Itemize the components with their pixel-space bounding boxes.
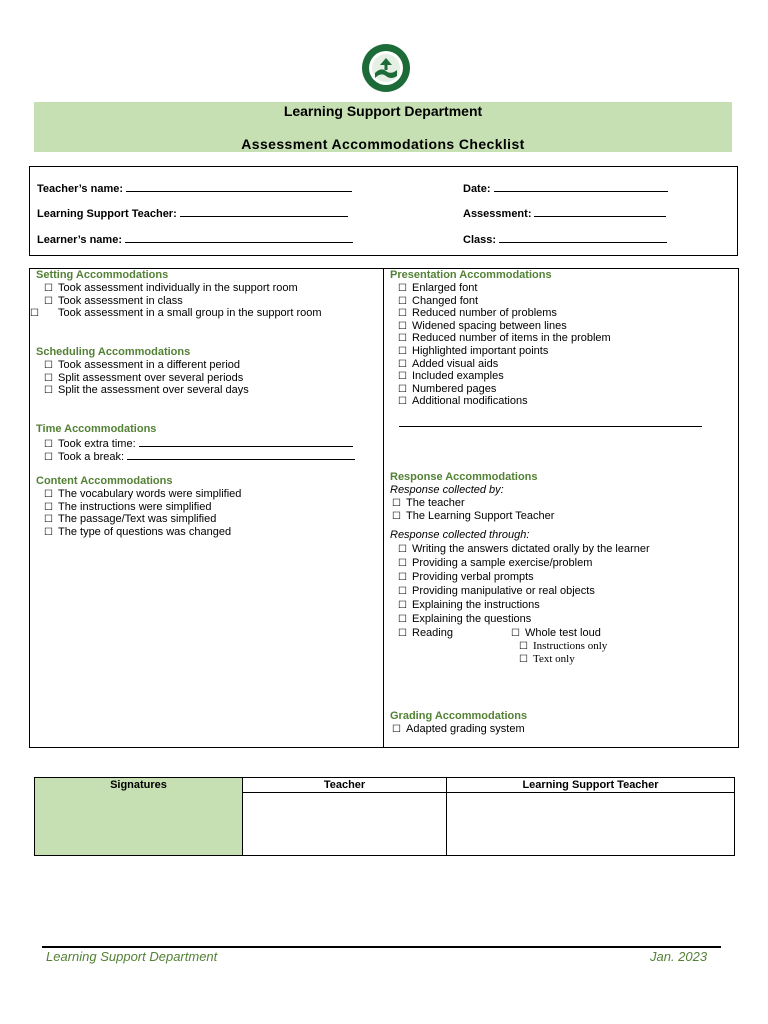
- setting-item[interactable]: ☐ Took assessment in class: [44, 294, 183, 307]
- checkbox[interactable]: ☐: [398, 628, 407, 640]
- scheduling-item[interactable]: ☐ Split assessment over several periods: [44, 371, 244, 384]
- checkbox[interactable]: ☐: [511, 628, 520, 640]
- collected-through-label: Response collected through:: [390, 529, 530, 542]
- collected-through-item[interactable]: ☐ Providing verbal prompts: [398, 571, 534, 584]
- setting-title: Setting Accommodations: [36, 269, 169, 281]
- checkbox[interactable]: ☐: [398, 358, 407, 370]
- footer-rule: [42, 946, 721, 948]
- checkbox[interactable]: ☐: [519, 654, 528, 666]
- signatures-label: Signatures: [110, 779, 167, 791]
- collected-by-item[interactable]: ☐ The Learning Support Teacher: [392, 509, 555, 522]
- teacher-signature-field[interactable]: [243, 793, 446, 855]
- ls-teacher-signature-field[interactable]: [447, 793, 734, 855]
- checkbox[interactable]: ☐: [398, 544, 407, 556]
- assessment-field[interactable]: [463, 205, 666, 220]
- content-item[interactable]: ☐ The type of questions was changed: [44, 525, 232, 538]
- ls-teacher-signature-header: Learning Support Teacher: [447, 778, 734, 793]
- signatures-label-cell: [35, 778, 243, 855]
- checkbox[interactable]: ☐: [44, 360, 53, 371]
- checkbox[interactable]: ☐: [398, 333, 407, 345]
- ls-teacher-label: Learning Support Teacher:: [37, 208, 177, 220]
- checkbox[interactable]: ☐: [398, 345, 407, 357]
- class-label: Class:: [463, 234, 497, 246]
- time-item[interactable]: ☐ Took extra time:: [36, 436, 376, 449]
- presentation-item[interactable]: ☐ Changed font: [398, 294, 479, 307]
- checkbox[interactable]: ☐: [398, 383, 407, 395]
- checkbox[interactable]: ☐: [44, 526, 53, 538]
- checkbox[interactable]: ☐: [44, 385, 53, 397]
- teacher-name-field[interactable]: [37, 180, 352, 195]
- department-title: Learning Support Department: [283, 103, 483, 119]
- reading-option[interactable]: ☐ Whole test loud: [511, 627, 601, 640]
- signatures-table: [34, 777, 735, 856]
- teacher-name-line[interactable]: [126, 180, 352, 192]
- content-section: [36, 475, 376, 538]
- grading-item[interactable]: ☐ Adapted grading system: [392, 723, 525, 735]
- scheduling-item[interactable]: ☐ Took assessment in a different period: [44, 359, 241, 371]
- content-item[interactable]: ☐ The instructions were simplified: [44, 500, 212, 513]
- footer-date: Jan. 2023: [650, 949, 708, 964]
- collected-through-item[interactable]: ☐ Reading ☐ Whole test loud: [398, 627, 601, 640]
- collected-through-item[interactable]: ☐ Explaining the instructions: [398, 599, 540, 612]
- setting-item[interactable]: ☐ Took assessment individually in the support room: [44, 282, 298, 294]
- grading-title: Grading Accommodations: [390, 710, 528, 722]
- time-item[interactable]: ☐ Took a break:: [36, 449, 376, 462]
- checkbox[interactable]: ☐: [44, 451, 53, 463]
- checkbox[interactable]: ☐: [44, 501, 53, 513]
- ls-teacher-field[interactable]: [37, 205, 348, 220]
- checklist-box: [29, 268, 739, 748]
- scheduling-title: Scheduling Accommodations: [36, 346, 191, 358]
- collected-through-item[interactable]: ☐ Explaining the questions: [398, 613, 532, 626]
- school-logo: [361, 43, 411, 93]
- date-label: Date:: [463, 183, 491, 195]
- grading-section: [390, 710, 730, 736]
- setting-item[interactable]: ☐ Took assessment in a small group in the support room: [30, 307, 322, 320]
- presentation-item[interactable]: ☐ Highlighted important points: [398, 344, 549, 357]
- collected-through-item[interactable]: ☐ Providing manipulative or real objects: [398, 585, 595, 598]
- checkbox[interactable]: ☐: [519, 641, 528, 653]
- collected-through-item[interactable]: ☐ Writing the answers dictated orally by the learner: [398, 543, 650, 556]
- break-line[interactable]: [127, 449, 355, 460]
- presentation-item[interactable]: ☐ Numbered pages: [398, 382, 497, 395]
- checkbox[interactable]: ☐: [398, 614, 407, 626]
- learner-name-label: Learner’s name:: [37, 234, 122, 246]
- collected-through-item[interactable]: ☐ Providing a sample exercise/problem: [398, 557, 593, 570]
- checkbox[interactable]: ☐: [44, 295, 53, 307]
- setting-section: [30, 269, 376, 321]
- presentation-item[interactable]: ☐ Reduced number of items in the problem: [398, 332, 611, 345]
- checklist-title: Assessment Accommodations Checklist: [241, 136, 525, 152]
- checkbox[interactable]: ☐: [398, 371, 407, 383]
- reading-option[interactable]: ☐ Instructions only: [519, 640, 608, 653]
- info-box: [29, 166, 738, 256]
- extra-time-line[interactable]: [139, 436, 353, 447]
- presentation-title: Presentation Accommodations: [390, 269, 552, 281]
- teacher-name-label: Teacher’s name:: [37, 183, 124, 195]
- content-title: Content Accommodations: [36, 475, 173, 487]
- time-section: [36, 423, 376, 461]
- additional-modifications-line[interactable]: [399, 426, 702, 427]
- scheduling-section: [36, 346, 376, 397]
- date-line[interactable]: [494, 180, 668, 192]
- date-field[interactable]: [463, 180, 668, 195]
- reading-option[interactable]: ☐ Text only: [519, 653, 575, 666]
- response-title: Response Accommodations: [390, 471, 538, 483]
- teacher-signature-header: Teacher: [243, 778, 446, 793]
- checkbox[interactable]: ☐: [398, 308, 407, 320]
- checkbox[interactable]: ☐: [398, 320, 407, 332]
- checkbox[interactable]: ☐: [398, 600, 407, 612]
- checkbox[interactable]: ☐: [398, 396, 407, 408]
- checkbox[interactable]: ☐: [398, 295, 407, 307]
- assessment-line[interactable]: [534, 205, 666, 217]
- header-band: [34, 102, 732, 152]
- presentation-item[interactable]: ☐ Included examples: [398, 370, 504, 383]
- checkbox[interactable]: ☐: [392, 498, 401, 509]
- checkbox[interactable]: ☐: [398, 572, 407, 584]
- response-section: [390, 471, 730, 666]
- collected-by-label: Response collected by:: [390, 484, 504, 496]
- checkbox[interactable]: ☐: [44, 489, 53, 500]
- footer-department: Learning Support Department: [46, 949, 218, 964]
- content-item[interactable]: ☐ The vocabulary words were simplified: [44, 488, 242, 500]
- checkbox[interactable]: ☐: [44, 372, 53, 384]
- checkbox[interactable]: ☐: [392, 510, 401, 522]
- class-field[interactable]: [463, 231, 667, 246]
- scheduling-item[interactable]: ☐ Split the assessment over several days: [44, 384, 249, 397]
- checkbox[interactable]: ☐: [44, 514, 53, 526]
- ls-teacher-line[interactable]: [180, 205, 348, 217]
- column-divider: [383, 269, 384, 747]
- checkbox[interactable]: ☐: [398, 558, 407, 570]
- checkbox[interactable]: ☐: [398, 283, 407, 294]
- assessment-label: Assessment:: [463, 208, 532, 220]
- time-title: Time Accommodations: [36, 423, 157, 435]
- learner-name-line[interactable]: [125, 231, 353, 243]
- class-line[interactable]: [499, 231, 667, 243]
- checkbox[interactable]: ☐: [30, 308, 39, 320]
- checkbox[interactable]: ☐: [392, 724, 401, 735]
- collected-by-item[interactable]: ☐ The teacher: [392, 497, 465, 509]
- presentation-item[interactable]: ☐ Widened spacing between lines: [398, 319, 567, 332]
- presentation-item[interactable]: ☐ Additional modifications: [398, 395, 528, 408]
- checkbox[interactable]: ☐: [398, 586, 407, 598]
- checkbox[interactable]: ☐: [44, 439, 53, 450]
- content-item[interactable]: ☐ The passage/Text was simplified: [44, 513, 217, 526]
- presentation-item[interactable]: ☐ Added visual aids: [398, 357, 499, 370]
- checkbox[interactable]: ☐: [44, 283, 53, 294]
- learner-name-field[interactable]: [37, 231, 353, 246]
- presentation-item[interactable]: ☐ Enlarged font: [398, 282, 478, 294]
- presentation-section: [390, 269, 730, 427]
- presentation-item[interactable]: ☐ Reduced number of problems: [398, 307, 557, 320]
